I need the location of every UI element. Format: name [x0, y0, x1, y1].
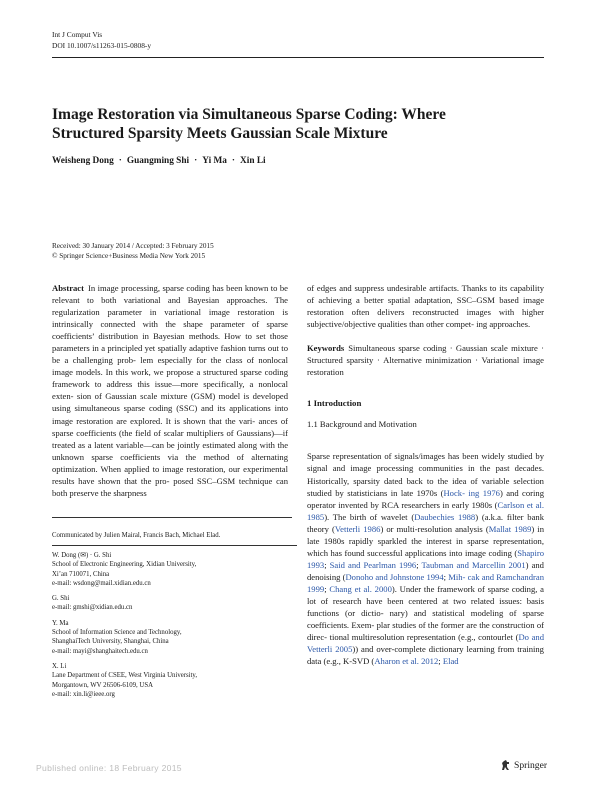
- citation-link[interactable]: Chang et al. 2000: [329, 583, 392, 594]
- abstract-line: of edges and suppress undesirable artifacts. Thanks to its: [307, 283, 508, 293]
- author-list: [52, 156, 266, 166]
- communicated-by: Communicated by Julien Mairal, Francis Bach, Michael Elad.: [52, 532, 221, 539]
- abstract-line: posed SSC–GSM technique can both preserve the sharpness: [52, 475, 288, 498]
- copyright-notice: © Springer Science+Business Media New York 2015: [52, 252, 206, 260]
- abstract-line: into image restoration are explored. It is shown that the vari-: [52, 403, 288, 426]
- author: Weisheng Dong: [52, 156, 114, 166]
- intro-text: Sparse representation of signals/images has been widely: [307, 451, 505, 462]
- intro-text: centered at two related issues: basis functions (or dictio-: [307, 595, 544, 619]
- intro-text: ). The birth of wavelet: [324, 511, 408, 522]
- citation-link[interactable]: Hock-: [443, 487, 465, 498]
- abstract-line: methods. How to set those parameters in a principled yet: [52, 331, 288, 354]
- keyword-line: mixture · Structured sparsity · Alternative minimization ·: [307, 343, 544, 366]
- abstract-line: lem especially for the class of nonlocal image models. In: [52, 355, 288, 378]
- citation-link[interactable]: cak and Ramchandran 1999: [307, 571, 544, 594]
- affiliations: [52, 551, 292, 705]
- intro-text: ;: [416, 559, 422, 570]
- email-address[interactable]: e-mail: gmshi@xidian.edu.cn: [52, 604, 133, 612]
- abstract-line: restoration, our experimental results have shown that the pro-: [52, 463, 288, 486]
- intro-text: found successful applications into image coding (: [344, 547, 518, 558]
- intro-text: ;: [324, 583, 330, 594]
- email-address[interactable]: e-mail: mayi@shanghaitech.edu.cn: [52, 647, 148, 655]
- abstract-line: capability of achieving a better spatial adaptation, SSC–GSM: [307, 283, 544, 306]
- published-online: Published online: 18 February 2015: [36, 763, 182, 773]
- citation-link[interactable]: 1993: [307, 559, 325, 570]
- abstract-line: sion of Gaussian scale mixture (GSM) model is developed: [76, 391, 288, 402]
- affiliation-line: Morgantown, WV 26506-6109, USA: [52, 681, 154, 689]
- title-line: Image Restoration via Simultaneous Sparse Coding: Where: [52, 106, 446, 123]
- affiliation-line: Xi’an 710071, China: [52, 570, 110, 578]
- intro-text: ) and denoising (: [307, 559, 544, 582]
- citation-link[interactable]: Said and Pearlman 1996: [329, 559, 417, 570]
- publisher-logo: [500, 759, 547, 771]
- abstract-line: ing approaches.: [476, 319, 531, 330]
- received-accepted-dates: Received: 30 January 2014 / Accepted: 3 February 2015: [52, 242, 214, 250]
- keywords-block: [307, 342, 544, 378]
- affiliation-line: G. Shi: [52, 595, 70, 603]
- intro-text: framework of sparse coding, a lot of research have been: [307, 583, 544, 606]
- intro-text: ) or: [380, 523, 394, 534]
- abstract-line: spatially adaptive fashion turns out to be a challenging prob-: [52, 343, 288, 366]
- citation-link[interactable]: Aharon et al. 2012: [374, 656, 439, 667]
- affiliation-line: X. Li: [52, 662, 67, 670]
- abstract-line: estimated along with the unknown sparse coefficients via the: [52, 439, 289, 462]
- paper-title: [52, 105, 522, 143]
- intro-text: past decades. Historically, sparsity dated back to the idea of: [307, 463, 544, 486]
- citation-link[interactable]: Mallat 1989: [488, 523, 532, 534]
- doi: DOI 10.1007/s11263-015-0808-y: [52, 41, 152, 50]
- email-address[interactable]: e-mail: wsdong@mail.xidian.edu.cn: [52, 579, 151, 587]
- abstract-line: image restoration is intrinsically connected with the shape: [52, 307, 288, 330]
- abstract-line: Gaussians)—if treated as a latent variable—can be jointly: [52, 427, 288, 450]
- header-rule: [52, 57, 544, 58]
- author-separator: ·: [194, 156, 198, 166]
- citation-link[interactable]: Donoho and Johnstone 1994: [345, 571, 444, 582]
- affiliation-entry: [52, 594, 292, 613]
- abstract-line: In image processing, sparse coding has been: [87, 283, 243, 293]
- intro-text: in early 1980s (: [442, 499, 498, 510]
- citation-link[interactable]: Carlson et al. 1985: [307, 499, 544, 522]
- intro-text: from training data (e.g., K-SVD (: [307, 644, 544, 667]
- abstract-line: based image restoration often delivers reconstructed images: [307, 295, 545, 318]
- keyword-line: Variational image restoration: [307, 355, 544, 378]
- intro-text: ;: [324, 559, 330, 570]
- citation-link[interactable]: Daubechies 1988: [414, 511, 476, 522]
- abstract-block: [52, 282, 288, 499]
- affiliation-entry: [52, 662, 292, 699]
- section-heading: 1 Introduction: [307, 398, 362, 409]
- intro-text: ;: [443, 571, 449, 582]
- keywords-label: Keywords: [307, 343, 345, 354]
- intro-paragraph: [307, 450, 544, 667]
- citation-link[interactable]: Do: [518, 632, 529, 643]
- abstract-line: known to be relevant to both variational and Bayesian: [52, 283, 288, 306]
- citation-link[interactable]: ing 1976: [468, 487, 500, 498]
- author: Guangming Shi: [126, 156, 190, 166]
- subsection-heading: 1.1 Background and Motivation: [307, 419, 417, 430]
- abstract-line: method of alternating optimization. When applied to image: [52, 451, 288, 474]
- intro-text: ) and coring operator invented by RCA researchers: [307, 487, 545, 510]
- abstract-line: with higher subjective/objective qualities than other compet-: [307, 307, 544, 330]
- citation-link[interactable]: and Vetterli 2005: [307, 632, 544, 655]
- affiliation-line: Lane Department of CSEE, West Virginia University,: [52, 672, 198, 680]
- intro-text: studied by signal and image processing communities in the: [307, 451, 544, 474]
- affiliation-line: W. Dong (✉) · G. Shi: [52, 552, 112, 559]
- affiliation-entry: [52, 619, 292, 656]
- abstract-line: to address this issue—more specifically, a nonlocal exten-: [52, 379, 288, 402]
- right-column: [307, 282, 544, 667]
- publisher-name: Springer: [514, 759, 548, 771]
- keyword-line: Simultaneous sparse coding · Gaussian scale: [348, 343, 508, 354]
- springer-horse-icon: [500, 759, 511, 771]
- intro-text: ). Under the: [391, 583, 435, 594]
- journal-name: Int J Comput Vis: [52, 30, 103, 39]
- citation-link[interactable]: 2001: [508, 559, 526, 570]
- abstract-line: ances of sparse coefficients (the field of scalar multipliers of: [52, 415, 288, 438]
- abstract-line: parameter of sparse coefficients’ distribution in Bayesian: [52, 319, 288, 342]
- intro-text: nary) and statistical modeling of sparse coefficients. Exem-: [307, 608, 545, 631]
- author-separator: ·: [231, 156, 236, 166]
- author-separator: ·: [118, 156, 122, 166]
- title-line: Structured Sparsity Meets Gaussian Scale Mixture: [52, 125, 388, 142]
- citation-link[interactable]: Vetterli 1986: [334, 523, 381, 534]
- affiliation-entry: [52, 551, 292, 588]
- intro-text: (: [411, 511, 415, 522]
- abstract-label: Abstract: [52, 283, 84, 293]
- intro-text: ) in late 1980s rapidly: [307, 523, 544, 546]
- intro-text: plar studies of the former are the construction of direc-: [307, 620, 544, 643]
- abstract-line: using simultaneous sparse coding (SSC) and its applications: [52, 403, 271, 414]
- intro-text: )) and over-complete dictionary learning: [352, 644, 495, 655]
- intro-text: variable selection studied by statisticians in late 1970s (: [307, 475, 544, 498]
- footnote-rule: [52, 517, 292, 518]
- intro-text: sparkled the interest in sparse representation, which has: [307, 535, 544, 558]
- citation-link[interactable]: Taubman and Marcellin: [421, 559, 506, 570]
- author: Xin Li: [240, 156, 266, 166]
- abstract-line: approaches. The regularization parameter in variational: [52, 295, 288, 318]
- affiliation-line: ShanghaiTech University, Shanghai, China: [52, 638, 169, 646]
- citation-link[interactable]: Elad: [442, 656, 459, 667]
- intro-text: multi-resolution analysis (: [396, 523, 489, 534]
- affiliation-line: School of Electronic Engineering, Xidian University,: [52, 561, 197, 569]
- intro-text: ) (a.k.a. filter bank theory (: [307, 511, 544, 534]
- email-address[interactable]: e-mail: xin.li@ieee.org: [52, 690, 115, 698]
- citation-link[interactable]: Mih-: [448, 571, 466, 582]
- affiliation-line: School of Information Science and Technology,: [52, 629, 182, 637]
- affiliation-line: Y. Ma: [52, 619, 69, 627]
- author: Yi Ma: [202, 156, 227, 166]
- citation-link[interactable]: Shapiro: [517, 547, 545, 558]
- intro-text: tional multiresolution representation (e.g., contourlet (: [329, 632, 519, 643]
- affiliation-rule: [52, 545, 297, 546]
- abstract-line: this work, we propose a structured sparse coding framework: [52, 367, 288, 390]
- intro-text: ;: [438, 656, 443, 667]
